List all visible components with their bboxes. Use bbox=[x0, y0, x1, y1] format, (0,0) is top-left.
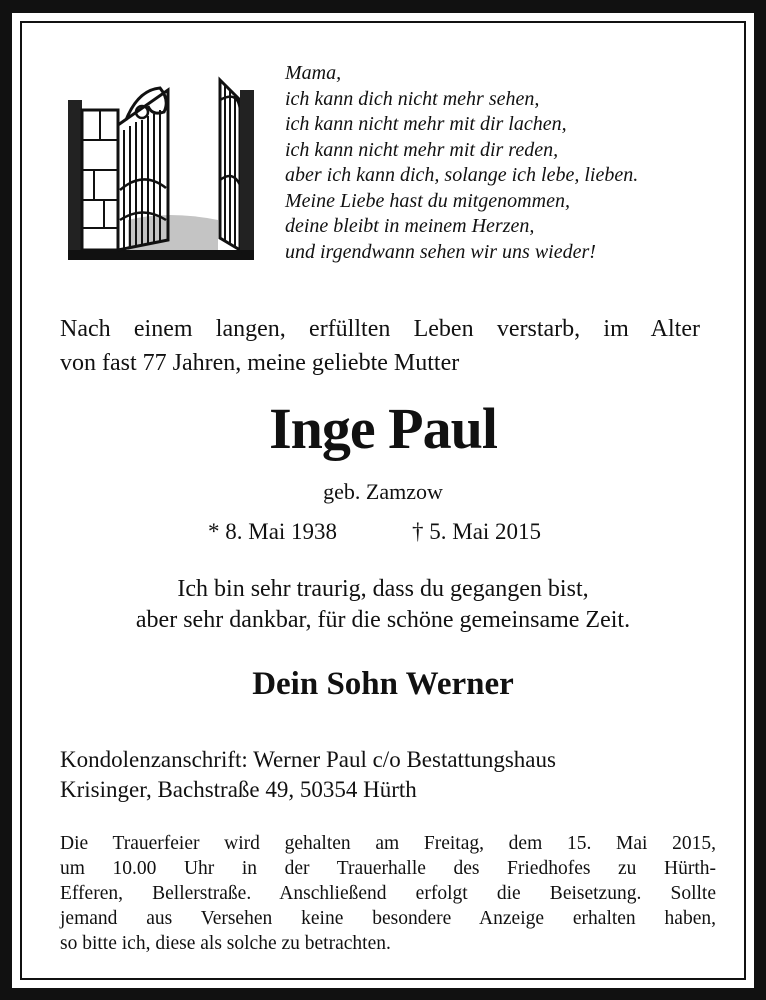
birth-name: geb. Zamzow bbox=[323, 479, 443, 504]
poem bbox=[285, 61, 725, 265]
obituary-card bbox=[12, 13, 754, 988]
poem-line: ich kann nicht mehr mit dir lachen, bbox=[285, 113, 567, 135]
poem-line: deine bleibt in meinem Herzen, bbox=[285, 215, 535, 237]
address-line: Kondolenzanschrift: Werner Paul c/o Bestattungshaus bbox=[60, 747, 556, 772]
funeral-notice bbox=[60, 831, 716, 956]
signature: Dein Sohn Werner bbox=[252, 666, 514, 702]
intro-text bbox=[60, 312, 700, 380]
poem-line: ich kann nicht mehr mit dir reden, bbox=[285, 138, 559, 161]
thanks-text bbox=[12, 574, 754, 636]
thanks-line: Ich bin sehr traurig, dass du gegangen bist, bbox=[177, 576, 589, 602]
poem-line: Mama, bbox=[285, 62, 342, 84]
address-line: Krisinger, Bachstraße 49, 50354 Hürth bbox=[60, 777, 417, 802]
birth-date: * 8. Mai 1938 bbox=[208, 519, 338, 544]
poem-line: und irgendwann sehen wir uns wieder! bbox=[285, 240, 596, 263]
intro-line: von fast 77 Jahren, meine geliebte Mutter bbox=[60, 350, 460, 376]
funeral-line: Die Trauerfeier wird gehalten am Freitag, dem 15. Mai 2015, bbox=[60, 833, 716, 854]
poem-line: ich kann dich nicht mehr sehen, bbox=[285, 87, 540, 110]
funeral-line: so bitte ich, diese als solche zu betrachten. bbox=[60, 933, 391, 954]
open-gate-icon bbox=[68, 70, 254, 260]
intro-line: Nach einem langen, erfüllten Leben verstarb, im Alter bbox=[60, 316, 700, 342]
thanks-line: aber sehr dankbar, für die schöne gemeinsame Zeit. bbox=[135, 607, 631, 633]
funeral-line: um 10.00 Uhr in der Trauerhalle des Friedhofes zu Hürth- bbox=[60, 858, 716, 879]
condolence-address bbox=[60, 745, 720, 805]
poem-line: aber ich kann dich, solange ich lebe, lieben. bbox=[285, 164, 639, 186]
funeral-line: jemand aus Versehen keine besondere Anzeige erhalten haben, bbox=[60, 908, 716, 929]
death-date: † 5. Mai 2015 bbox=[412, 519, 542, 544]
poem-line: Meine Liebe hast du mitgenommen, bbox=[285, 189, 570, 212]
deceased-name: Inge Paul bbox=[269, 396, 497, 461]
funeral-line: Efferen, Bellerstraße. Anschließend erfolgt die Beisetzung. Sollte bbox=[60, 883, 716, 904]
